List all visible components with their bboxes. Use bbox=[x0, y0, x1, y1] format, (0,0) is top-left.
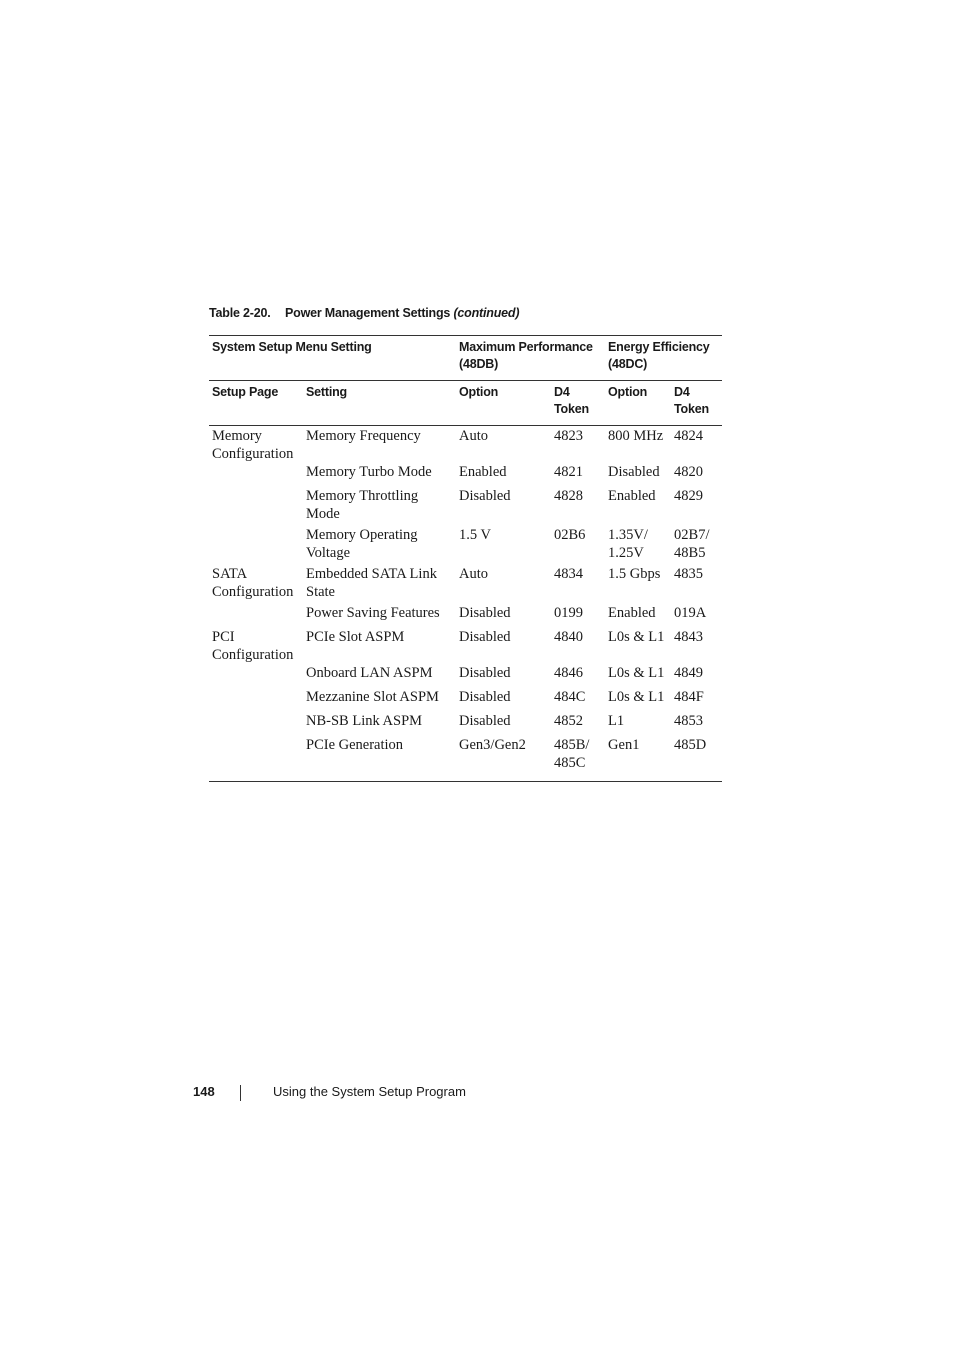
cell-eff-token: 4853 bbox=[674, 713, 704, 729]
cell-eff-token: 485D bbox=[671, 736, 722, 782]
cell-eff-option: L1 bbox=[608, 713, 625, 729]
group-header-energy-efficiency: Energy Efficiency (48DC) bbox=[605, 336, 722, 381]
table-caption bbox=[209, 306, 519, 320]
col-header-setting: Setting bbox=[303, 381, 456, 426]
table-row bbox=[209, 487, 722, 526]
cell-max-token: 484C bbox=[554, 689, 586, 705]
cell-eff-token: 02B7/ 48B5 bbox=[674, 527, 710, 561]
col-header-setup-page: Setup Page bbox=[209, 381, 303, 426]
cell-eff-option: Disabled bbox=[608, 464, 660, 480]
cell-setting: Memory Operating Voltage bbox=[306, 527, 418, 561]
cell-max-option: Enabled bbox=[459, 464, 507, 480]
cell-max-token: 02B6 bbox=[554, 527, 586, 543]
cell-max-token: 4828 bbox=[554, 488, 584, 504]
cell-eff-option: L0s & L1 bbox=[608, 689, 665, 705]
cell-setting: Embedded SATA Link State bbox=[306, 566, 437, 600]
table-row bbox=[209, 526, 722, 565]
cell-max-option: Auto bbox=[459, 428, 489, 444]
table-row bbox=[209, 736, 722, 782]
cell-eff-token: 019A bbox=[674, 605, 707, 621]
cell-eff-option: Enabled bbox=[608, 605, 656, 621]
cell-max-option: Disabled bbox=[459, 713, 511, 729]
cell-max-option: Gen3/Gen2 bbox=[456, 736, 551, 782]
cell-setup-page: SATA Configuration bbox=[212, 566, 294, 600]
power-management-table bbox=[209, 335, 722, 782]
table-title: Power Management Settings bbox=[285, 306, 451, 320]
cell-max-token: 485B/ 485C bbox=[551, 736, 605, 782]
table-row bbox=[209, 426, 722, 464]
cell-setting: PCIe Slot ASPM bbox=[306, 629, 405, 645]
cell-eff-token: 4820 bbox=[674, 464, 704, 480]
cell-setting: PCIe Generation bbox=[303, 736, 456, 782]
cell-setup-page bbox=[209, 712, 303, 736]
cell-eff-option: 800 MHz bbox=[608, 428, 664, 444]
cell-eff-token: 4829 bbox=[674, 488, 704, 504]
cell-setup-page bbox=[209, 736, 303, 782]
cell-setting: Memory Frequency bbox=[306, 428, 421, 444]
column-header-row bbox=[209, 381, 722, 426]
cell-eff-token: 484F bbox=[674, 689, 704, 705]
footer-divider bbox=[240, 1085, 241, 1101]
table-continued: (continued) bbox=[453, 306, 520, 320]
cell-max-option: Disabled bbox=[459, 689, 511, 705]
cell-max-option: Disabled bbox=[459, 488, 511, 504]
cell-max-token: 4840 bbox=[554, 629, 584, 645]
cell-setup-page bbox=[209, 526, 303, 565]
cell-max-option: Disabled bbox=[459, 605, 511, 621]
cell-setting: Memory Turbo Mode bbox=[306, 464, 432, 480]
table-row bbox=[209, 565, 722, 604]
table-row bbox=[209, 604, 722, 628]
cell-setup-page: PCI Configuration bbox=[212, 629, 294, 663]
cell-setup-page bbox=[209, 487, 303, 526]
cell-setting: Mezzanine Slot ASPM bbox=[306, 689, 439, 705]
cell-max-option: 1.5 V bbox=[459, 527, 491, 543]
cell-setting: Onboard LAN ASPM bbox=[306, 665, 433, 681]
cell-eff-option: 1.35V/ 1.25V bbox=[608, 527, 648, 561]
cell-eff-token: 4824 bbox=[674, 428, 704, 444]
cell-eff-option: 1.5 Gbps bbox=[608, 566, 661, 582]
cell-max-token: 4821 bbox=[554, 464, 584, 480]
cell-max-option: Disabled bbox=[459, 665, 511, 681]
table-body bbox=[209, 426, 722, 782]
cell-max-token: 4852 bbox=[554, 713, 584, 729]
table-row bbox=[209, 712, 722, 736]
cell-max-token: 4834 bbox=[554, 566, 584, 582]
cell-setup-page bbox=[209, 688, 303, 712]
cell-eff-option: Gen1 bbox=[605, 736, 671, 782]
page-number: 148 bbox=[193, 1084, 215, 1099]
cell-max-token: 0199 bbox=[554, 605, 584, 621]
cell-max-token: 4823 bbox=[554, 428, 584, 444]
table-row bbox=[209, 664, 722, 688]
cell-setting: Power Saving Features bbox=[306, 605, 440, 621]
table-number: Table 2-20. bbox=[209, 306, 271, 320]
col-header-max-token: D4 Token bbox=[551, 381, 605, 426]
cell-setup-page: Memory Configuration bbox=[212, 428, 294, 462]
table-row bbox=[209, 463, 722, 487]
col-header-eff-token: D4 Token bbox=[671, 381, 722, 426]
table-row bbox=[209, 628, 722, 664]
cell-eff-option: Enabled bbox=[608, 488, 656, 504]
cell-eff-token: 4835 bbox=[674, 566, 704, 582]
cell-setup-page bbox=[209, 664, 303, 688]
cell-setting: Memory Throttling Mode bbox=[306, 488, 419, 522]
group-header-row bbox=[209, 336, 722, 381]
col-header-eff-option: Option bbox=[605, 381, 671, 426]
cell-max-token: 4846 bbox=[554, 665, 584, 681]
table-row bbox=[209, 688, 722, 712]
col-header-max-option: Option bbox=[456, 381, 551, 426]
cell-max-option: Auto bbox=[459, 566, 489, 582]
cell-eff-option: L0s & L1 bbox=[608, 629, 665, 645]
cell-eff-token: 4849 bbox=[674, 665, 704, 681]
cell-max-option: Disabled bbox=[459, 629, 511, 645]
group-header-setting: System Setup Menu Setting bbox=[209, 336, 456, 381]
cell-eff-token: 4843 bbox=[674, 629, 704, 645]
group-header-max-performance: Maximum Performance (48DB) bbox=[456, 336, 605, 381]
cell-setup-page bbox=[209, 463, 303, 487]
cell-setting: NB-SB Link ASPM bbox=[306, 713, 423, 729]
footer-section-title: Using the System Setup Program bbox=[273, 1084, 466, 1099]
cell-setup-page bbox=[209, 604, 303, 628]
cell-eff-option: L0s & L1 bbox=[608, 665, 665, 681]
